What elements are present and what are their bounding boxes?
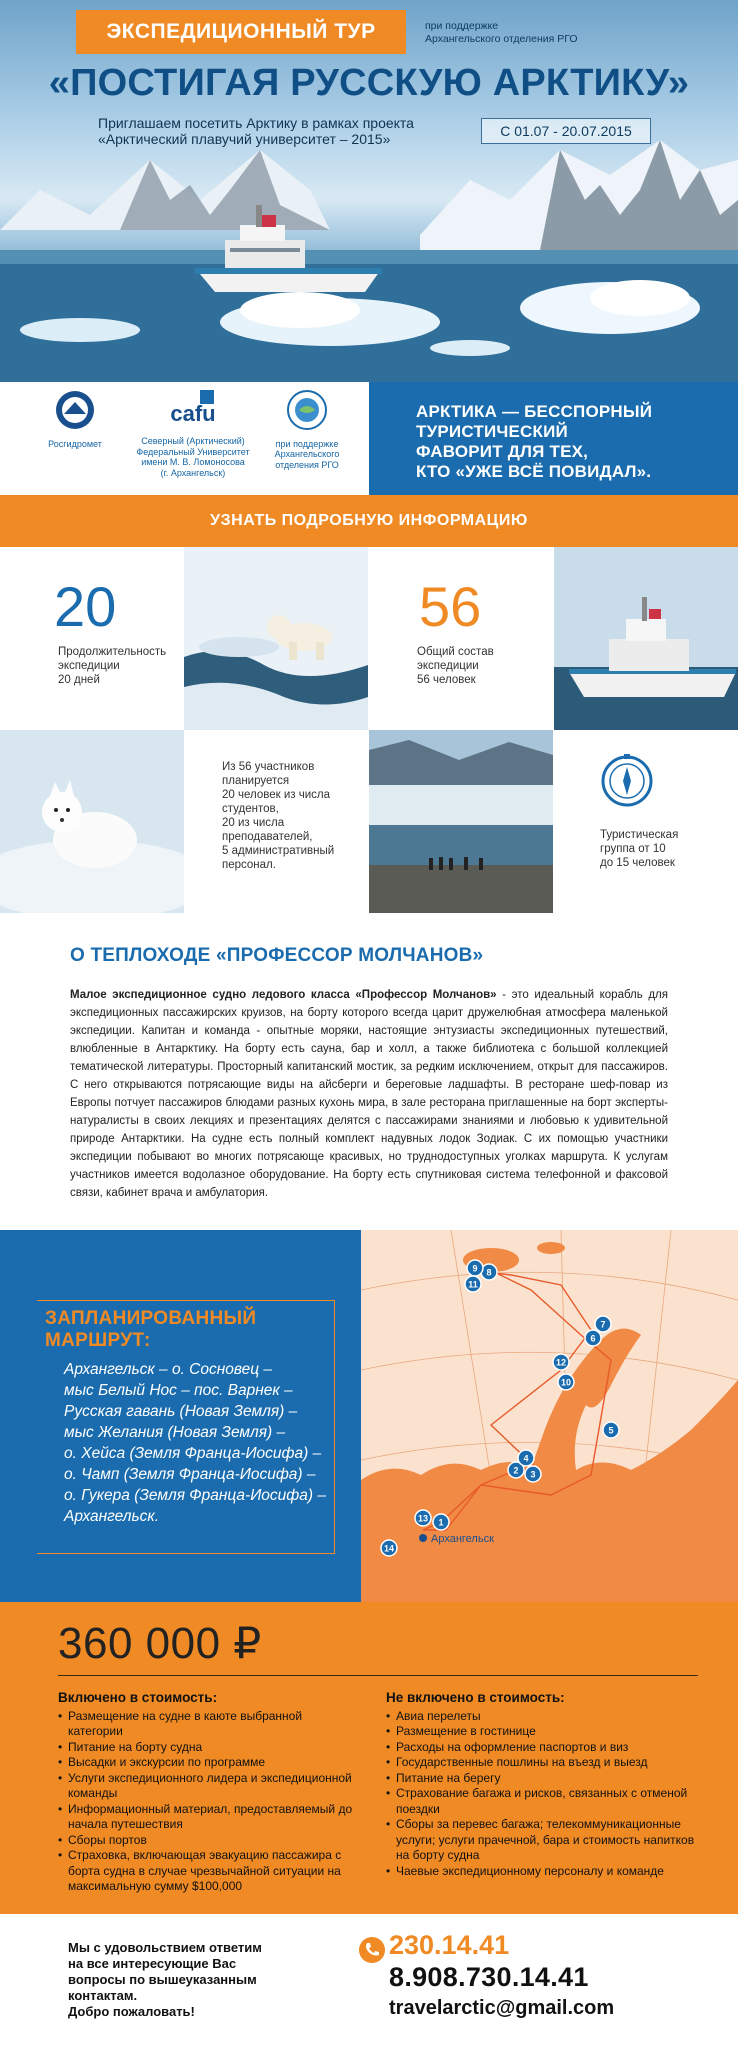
included-item: • Высадки и экскурсии по программе xyxy=(58,1755,358,1771)
price-value xyxy=(58,1619,262,1668)
route-point-label: 13 xyxy=(417,1513,429,1524)
breakdown-line: студентов, xyxy=(222,803,279,815)
rgo-logo xyxy=(262,390,352,470)
excluded-title: Не включено в стоимость: xyxy=(386,1690,565,1705)
support-line: при поддержке xyxy=(425,20,499,32)
route-point-label: 6 xyxy=(590,1333,596,1344)
ship-photo xyxy=(554,547,738,730)
safu-line: Северный (Арктический) xyxy=(141,436,245,446)
rgo-line: при поддержке xyxy=(275,438,339,449)
email-link[interactable]: travelarctic@gmail.com xyxy=(389,1997,615,2019)
contact-line: Мы с удовольствием ответим xyxy=(68,1940,262,1955)
included-item: • Услуги экспедиционного лидера и экспедиционной команды xyxy=(58,1771,358,1802)
arctic-landscape-image xyxy=(0,0,738,382)
caption-line: Общий состав xyxy=(417,646,494,658)
route-point-label: 4 xyxy=(523,1453,529,1464)
participants-number: 56 xyxy=(419,575,482,638)
route-point-label: 2 xyxy=(513,1465,519,1476)
price-section xyxy=(0,1602,738,1914)
tagline-line: АРКТИКА — БЕССПОРНЫЙ xyxy=(416,402,653,421)
contact-section xyxy=(0,1914,738,2048)
excluded-items xyxy=(386,1709,706,1880)
route-point-label: 12 xyxy=(555,1357,567,1368)
learn-more-button[interactable]: УЗНАТЬ ПОДРОБНУЮ ИНФОРМАЦИЮ xyxy=(0,495,738,547)
caption-line: 56 человек xyxy=(417,674,476,686)
route-title-line: ЗАПЛАНИРОВАННЫЙ xyxy=(45,1308,257,1329)
tour-type-badge: ЭКСПЕДИЦИОННЫЙ ТУР xyxy=(76,10,406,54)
rgo-line: отделения РГО xyxy=(275,459,339,470)
tour-group-stat xyxy=(554,730,738,913)
route-title-line: МАРШРУТ: xyxy=(45,1330,151,1351)
excluded-item: • Расходы на оформление паспортов и виз xyxy=(386,1740,706,1756)
about-lead: Малое экспедиционное судно ледового класса «Профессор Молчанов» xyxy=(70,989,497,1001)
safu-wordmark: cafu xyxy=(170,401,216,426)
rgo-emblem-icon xyxy=(287,390,327,430)
arctic-fox-image xyxy=(0,730,184,913)
tagline-panel xyxy=(369,382,738,495)
arkhangelsk-marker xyxy=(419,1534,427,1542)
support-note xyxy=(425,20,578,46)
glacier-landing-image xyxy=(369,730,553,913)
breakdown-line: 20 человек из числа xyxy=(222,789,330,801)
route-line: о. Хейса (Земля Франца-Иосифа) – xyxy=(64,1445,322,1462)
route-line: о. Чамп (Земля Франца-Иосифа) – xyxy=(64,1466,316,1483)
included-items xyxy=(58,1709,358,1895)
route-line: мыс Желания (Новая Земля) – xyxy=(64,1424,286,1441)
partner-logos xyxy=(0,382,369,495)
included-item: • Страховка, включающая эвакуацию пассажира с борта судна в случае чрезвычайной ситуации на максимальную сумму $100,000 xyxy=(58,1848,358,1895)
route-line: Архангельск. xyxy=(64,1508,160,1525)
route-line: мыс Белый Нос – пос. Варнек – xyxy=(64,1382,293,1399)
rgo-line: Архангельского xyxy=(274,449,340,459)
invite-line: Приглашаем посетить Арктику в рамках проекта xyxy=(98,115,414,131)
breakdown-line: персонал. xyxy=(222,859,276,871)
tagline-line: ФАВОРИТ ДЛЯ ТЕХ, xyxy=(416,442,589,461)
caption-line: группа от 10 xyxy=(600,843,666,855)
route-point-label: 1 xyxy=(438,1517,444,1528)
participants-breakdown xyxy=(184,730,368,913)
support-line: Архангельского отделения РГО xyxy=(425,33,578,45)
tour-dates: С 01.07 - 20.07.2015 xyxy=(481,118,651,144)
breakdown-line: Из 56 участников xyxy=(222,761,315,773)
included-item: • Размещение на судне в каюте выбранной категории xyxy=(58,1709,358,1740)
phone-city[interactable]: 230.14.41 xyxy=(389,1930,510,1960)
route-point-label: 11 xyxy=(468,1279,478,1290)
polar-bear-image xyxy=(184,547,368,730)
route-map-svg xyxy=(361,1230,738,1602)
roshydromet-logo xyxy=(30,390,120,449)
route-line: Архангельск – о. Сосновец – xyxy=(64,1361,273,1378)
duration-number: 20 xyxy=(54,575,117,638)
phone-mobile[interactable]: 8.908.730.14.41 xyxy=(389,1962,589,1992)
caption-line: Туристическая xyxy=(600,829,679,841)
about-body: - это идеальный корабль для экспедиционных пассажирских круизов, на борту которого всегда царит дружелюбная атмосфера маленькой экспедиции. Капитан и команда - опытные моряки, настоящие энтузиасты экспедиционных путешествий, влюбленные в Антарктику. На борту есть сауна, бар и холл, а также библиотека с большой коллекцией тематической литературы. Просторный капитанский мостик, за редким исключением, открыт для пассажиров. С него открываются потрясающие виды на айсберги и береговые ладшафты. В ресторане шеф-повар из Европы потчует пассажиров блюдами разных кухонь мира, в зале ресторана приглашенные на борт эксперты-натуралисты в своих лекциях и презентациях делятся с пассажирами знаниями и любовью к удивительной природе Антарктики. На судне есть полный комплект надувных лодок Зодиак. С их помощью участники экспедиции побывают во многих потрясающе красивых, но труднодоступных уголках маршрута. К услугам участников имеется водолазное оборудование. На борту есть спутниковая система телефонной и факсовой связи, кабинет врача и амбулатория. xyxy=(70,989,668,1199)
tour-group-caption xyxy=(600,828,678,870)
excluded-list xyxy=(386,1690,706,1879)
contact-line: на все интересующие Вас xyxy=(68,1956,237,1971)
contact-note xyxy=(68,1940,262,2020)
contact-line: вопросы по вышеуказанным xyxy=(68,1972,257,1987)
breakdown-line: 5 административный xyxy=(222,845,335,857)
compass-icon xyxy=(600,754,654,808)
safu-emblem-icon xyxy=(162,390,224,430)
duration-caption xyxy=(58,645,166,687)
expedition-ship-image xyxy=(554,547,738,730)
route-line: Русская гавань (Новая Земля) – xyxy=(64,1403,298,1420)
included-item: • Питание на борту судна xyxy=(58,1740,358,1756)
price-amount: 360 000 xyxy=(58,1619,221,1668)
excluded-item: • Авиа перелеты xyxy=(386,1709,706,1725)
price-currency: ₽ xyxy=(233,1619,262,1668)
participants-stat xyxy=(369,547,553,730)
safu-logo xyxy=(128,390,258,478)
route-point-label: 9 xyxy=(472,1263,478,1274)
about-ship-text xyxy=(70,986,668,1202)
safu-line: (г. Архангельск) xyxy=(160,467,226,478)
route-point-label: 14 xyxy=(383,1543,395,1554)
tagline-line: КТО «УЖЕ ВСЁ ПОВИДАЛ». xyxy=(416,462,652,481)
included-item: • Информационный материал, предоставляемый до начала путешествия xyxy=(58,1802,358,1833)
route-point-label: 5 xyxy=(608,1425,614,1436)
price-divider xyxy=(58,1675,698,1676)
contact-line: Добро пожаловать! xyxy=(68,2004,195,2019)
excluded-item: • Питание на берегу xyxy=(386,1771,706,1787)
tagline-line: ТУРИСТИЧЕСКИЙ xyxy=(416,422,568,441)
route-description xyxy=(64,1359,334,1527)
caption-line: Продолжительность xyxy=(58,646,167,658)
route-title xyxy=(45,1308,256,1352)
excluded-item: • Чаевые экспедиционному персоналу и команде xyxy=(386,1864,706,1880)
breakdown-line: 20 из числа xyxy=(222,817,285,829)
roshydromet-label: Росгидромет xyxy=(48,438,102,449)
included-title: Включено в стоимость: xyxy=(58,1690,218,1705)
breakdown-line: преподавателей, xyxy=(222,831,313,843)
route-point-label: 3 xyxy=(530,1469,536,1480)
route-point-label: 7 xyxy=(600,1319,606,1330)
about-ship-title: О ТЕПЛОХОДЕ «ПРОФЕССОР МОЛЧАНОВ» xyxy=(70,945,484,966)
contact-line: контактам. xyxy=(68,1988,138,2003)
excluded-item: • Государственные пошлины на въезд и выезд xyxy=(386,1755,706,1771)
caption-line: до 15 человек xyxy=(600,857,675,869)
excluded-item: • Страхование багажа и рисков, связанных с отменой поездки xyxy=(386,1786,706,1817)
route-line: о. Гукера (Земля Франца-Иосифа) – xyxy=(64,1487,326,1504)
included-list xyxy=(58,1690,358,1895)
arctic-fox-photo xyxy=(0,730,184,913)
polar-bear-photo xyxy=(184,547,368,730)
invite-text xyxy=(98,115,414,147)
tour-title: «ПОСТИГАЯ РУССКУЮ АРКТИКУ» xyxy=(48,62,690,104)
route-panel xyxy=(0,1230,361,1602)
hero-banner xyxy=(0,0,738,382)
caption-line: 20 дней xyxy=(58,674,100,686)
glacier-photo xyxy=(369,730,553,913)
arkhangelsk-label: Архангельск xyxy=(431,1533,494,1545)
route-map xyxy=(361,1230,738,1602)
included-item: • Сборы портов xyxy=(58,1833,358,1849)
caption-line: экспедиции xyxy=(417,660,479,672)
excluded-item: • Сборы за перевес багажа; телекоммуникационные услуги; услуги прачечной, бара и стоимость напитков на борту судна xyxy=(386,1817,706,1864)
route-point-label: 10 xyxy=(560,1377,572,1388)
participants-caption xyxy=(417,645,494,687)
breakdown-text xyxy=(222,760,334,872)
safu-line: имени М. В. Ломоносова xyxy=(141,457,245,467)
excluded-item: • Размещение в гостинице xyxy=(386,1724,706,1740)
route-point-label: 8 xyxy=(486,1267,492,1278)
invite-line: «Арктический плавучий университет – 2015» xyxy=(98,131,391,147)
breakdown-line: планируется xyxy=(222,775,290,787)
duration-stat xyxy=(0,547,184,730)
caption-line: экспедиции xyxy=(58,660,120,672)
safu-line: Федеральный Университет xyxy=(136,446,250,457)
phone-icon xyxy=(358,1936,386,1964)
roshydromet-emblem-icon xyxy=(55,390,95,430)
